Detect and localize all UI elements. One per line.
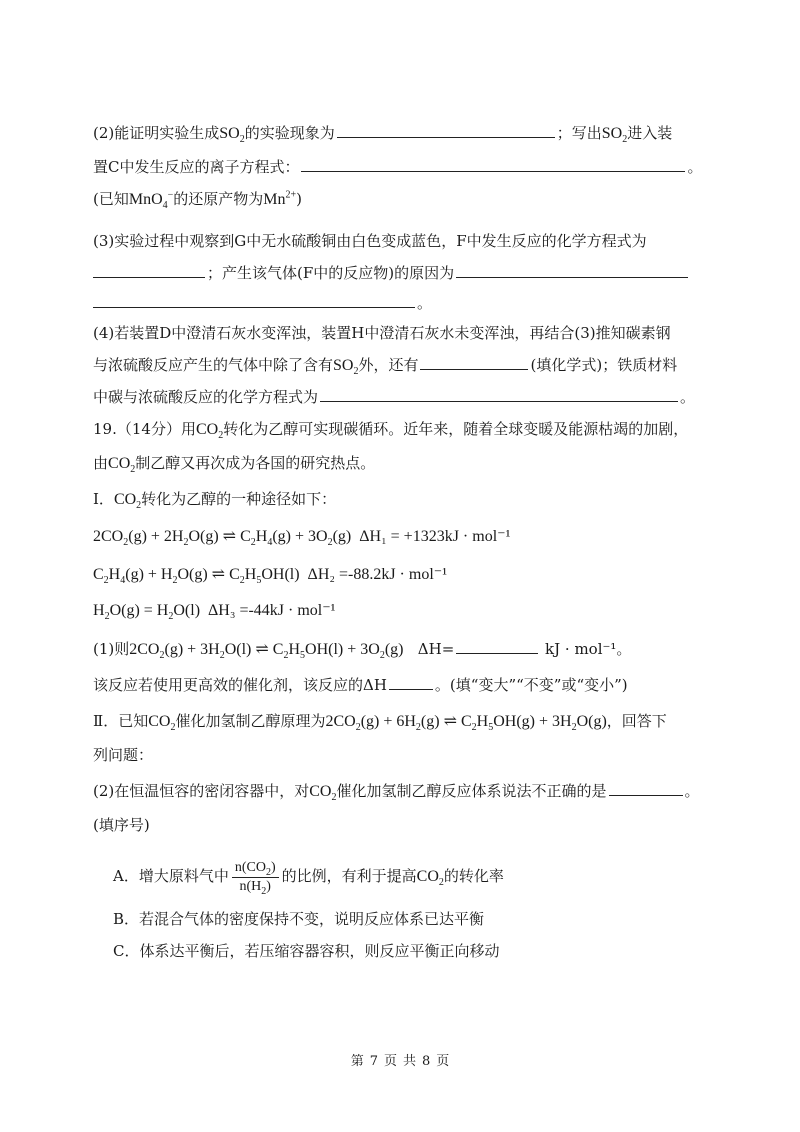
q18-part4-line2: 与浓硫酸反应产生的气体中除了含有$SO_2$外，还有 (填化学式)；铁质材料 bbox=[93, 350, 720, 380]
answer-blank[interactable] bbox=[301, 153, 685, 172]
option-c[interactable]: C．体系达平衡后，若压缩容器容积，则反应平衡正向移动 bbox=[113, 942, 500, 960]
ratio-fraction: $\frac{n(CO_2)}{n(H_2)}$ bbox=[232, 859, 279, 896]
q18-part4-line1: (4)若装置D中澄清石灰水变浑浊，装置H中澄清石灰水未变浑浊，再结合(3)推知碳素钢 bbox=[93, 324, 671, 342]
q19-intro-line1: 19.（14分）用$CO_2$转化为乙醇可实现碳循环。近年来，随着全球变暖及能源枯竭的加剧， bbox=[93, 420, 689, 442]
q18-part3-line1: (3)实验过程中观察到G中无水硫酸铜由白色变成蓝色，F中发生反应的化学方程式为 bbox=[93, 232, 647, 250]
q18-part3-line3: 。 bbox=[93, 288, 720, 318]
q18-part2-line2: 置C中发生反应的离子方程式： 。 bbox=[93, 152, 720, 182]
page-number: 7 bbox=[369, 1054, 378, 1069]
q19-part1-heading: Ⅰ．$CO_2$转化为乙醇的一种途径如下： bbox=[93, 490, 337, 512]
q18-part3-line2: ；产生该气体(F中的反应物)的原因为 bbox=[93, 258, 720, 288]
q18-part2-line1: (2)能证明实验生成$SO_2$的实验现象为 ；写出$SO_2$进入装 bbox=[93, 118, 720, 148]
answer-blank[interactable] bbox=[420, 351, 528, 370]
option-b[interactable]: B．若混合气体的密度保持不变，说明反应体系已达平衡 bbox=[113, 910, 485, 928]
q19-part2-question: (2)在恒温恒容的密闭容器中，对$CO_2$催化加氢制乙醇反应体系说法不正确的是 。 bbox=[93, 776, 720, 806]
answer-blank[interactable] bbox=[93, 289, 415, 308]
answer-blank[interactable] bbox=[456, 635, 538, 654]
answer-blank[interactable] bbox=[609, 777, 683, 796]
page-total: 8 bbox=[422, 1054, 431, 1069]
answer-blank[interactable] bbox=[389, 671, 433, 690]
q19-intro-line2: 由$CO_2$制乙醇又再次成为各国的研究热点。 bbox=[93, 454, 376, 476]
equation-1: $2CO_2(g) + 2H_2O(g)$ ⇌ $C_2H_4(g) + 3O_2(g) \Delta H_1 = +1323kJ \cdot mol^{-1}$ bbox=[93, 528, 511, 549]
q19-part2-heading: Ⅱ．已知$CO_2$催化加氢制乙醇原理为$2CO_2(g) + 6H_2(g)$ ⇌ $C_2H_5OH(g) + 3H_2O(g)$，回答下 bbox=[93, 712, 667, 734]
q19-part2-note: (填序号) bbox=[93, 816, 150, 834]
q18-note: (已知MnO$_4$−的还原产物为$Mn^{2+}$) bbox=[93, 189, 303, 212]
option-a[interactable]: A．增大原料气中 $\frac{n(CO_2)}{n(H_2)}$ 的比例，有利于提高$CO_2$的转化率 bbox=[113, 859, 504, 897]
q19-part1-question: (1)则$2CO_2(g) + 3H_2O(l)$ ⇌ $C_2H_5OH(l) + 3O_2(g)$ ΔH= kJ · mol⁻¹。 bbox=[93, 634, 720, 664]
page-footer: 第 7 页 共 8 页 bbox=[350, 1054, 450, 1069]
equation-2: $C_2H_4(g) + H_2O(g)$ ⇌ $C_2H_5OH(l)$ ΔH₂ =-88.2kJ · mol⁻¹ bbox=[93, 566, 448, 587]
equation-3: $H_2O(g) = H_2O(l)$ ΔH₃ =-44kJ · mol⁻¹ bbox=[93, 602, 336, 623]
answer-blank[interactable] bbox=[337, 119, 555, 138]
answer-blank[interactable] bbox=[456, 259, 688, 278]
q19-part2-line2: 列问题： bbox=[93, 746, 154, 764]
answer-blank[interactable] bbox=[93, 259, 205, 278]
q19-catalyst-question: 该反应若使用更高效的催化剂，该反应的ΔH 。(填“变大”“不变”或“变小”) bbox=[93, 670, 720, 700]
answer-blank[interactable] bbox=[320, 383, 678, 402]
q18-part4-line3: 中碳与浓硫酸反应的化学方程式为 。 bbox=[93, 382, 720, 412]
